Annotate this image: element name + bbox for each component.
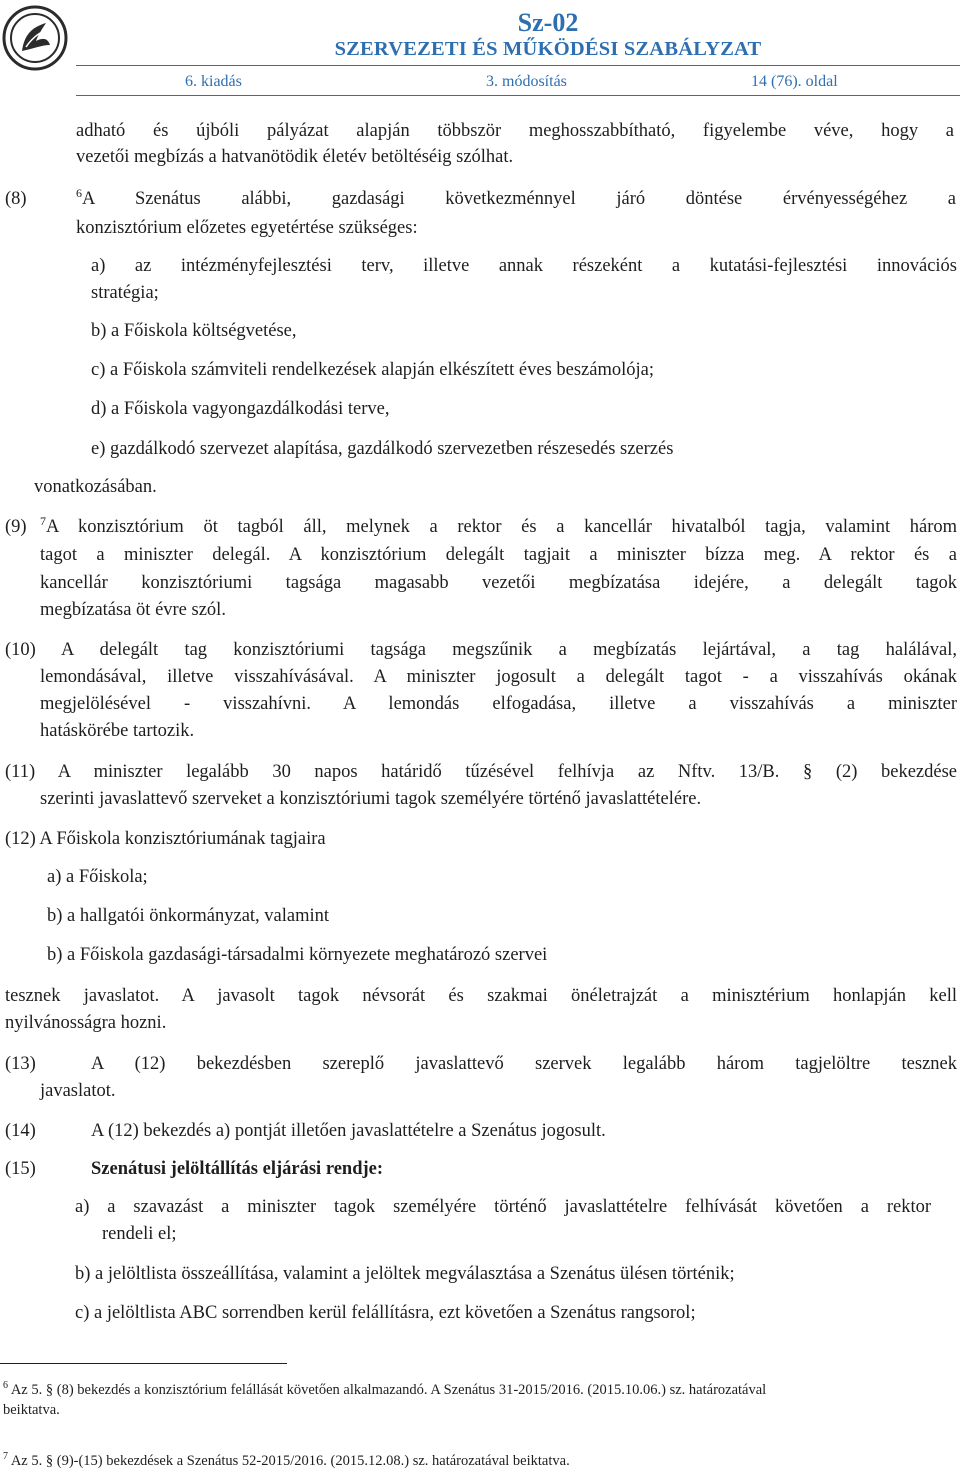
page-number: 14 (76). oldal [751,73,838,90]
list-item: b) a jelöltlista összeállítása, valamint a jelöltek megválasztása a Szenátus ülésen történik; [75,1264,735,1284]
body-line: adható és újbóli pályázat alapján többször meghosszabbítható, figyelembe véve, hogy a [76,121,954,141]
footnote: $^6$ Az 5. § (8) bekezdés a konzisztórium felállását követően alkalmazandó. A Szenátus 31-2015/2016. (2015.10.06.) sz. határozatával [3,1380,767,1398]
amendment-label: 3. módosítás [486,73,567,90]
list-item: d) a Főiskola vagyongazdálkodási terve, [91,399,390,419]
list-item: a) az intézményfejlesztési terv, illetve annak részeként a kutatási-fejlesztési innovációs [91,256,957,276]
paragraph-line: (10) A delegált tag konzisztóriumi tagsága megszűnik a megbízatás lejártával, a tag halálával, [5,640,957,660]
paragraph-number: (9) [5,517,27,537]
paragraph-line: $^7$A konzisztórium öt tagból áll, melynek a rektor és a kancellár hivatalból tagja, valamint három [40,513,957,537]
paragraph-line: (11) A miniszter legalább 30 napos határidő tűzésével felhívja az Nftv. 13/B. § (2) bekezdése [5,762,957,782]
footnote: $^7$ Az 5. § (9)-(15) bekezdések a Szenátus 52-2015/2016. (2015.12.08.) sz. határozatával beiktatva. [3,1451,570,1469]
paragraph-line: $^6$A Szenátus alábbi, gazdasági következménnyel járó döntése érvényességéhez a [76,185,956,209]
paragraph-number: (13) [5,1054,36,1074]
paragraph-number: (8) [5,189,27,209]
document-title: SZERVEZETI ÉS MŰKÖDÉSI SZABÁLYZAT [334,38,762,60]
header-divider-bottom [76,95,960,96]
list-item: a) a szavazást a miniszter tagok személyére történő javaslattételre felhívását követően a rektor [75,1197,931,1217]
list-item: rendeli el; [102,1224,177,1244]
footnote: beiktatva. [3,1402,60,1418]
list-item: a) a Főiskola; [47,867,148,887]
paragraph-line: javaslatot. [40,1081,116,1101]
list-item: c) a jelöltlista ABC sorrendben kerül felállításra, ezt követően a Szenátus rangsorol; [75,1303,696,1323]
paragraph-line: nyilvánosságra hozni. [5,1013,167,1033]
body-line: vonatkozásában. [34,477,157,497]
section-heading: Szenátusi jelöltállítás eljárási rendje: [91,1159,384,1179]
paragraph-line: A (12) bekezdésben szereplő javaslattevő szervek legalább három tagjelöltre tesznek [91,1054,957,1074]
paragraph-line: lemondásával, illetve visszahívásával. A miniszter jogosult a delegált tagot - a visszahívás okának [40,667,957,687]
footnote-divider [0,1363,287,1364]
document-code: Sz-02 [517,8,579,37]
paragraph-line: megbízatása öt évre szól. [40,600,226,620]
paragraph-line: tesznek javaslatot. A javasolt tagok névsorát és szakmai önéletrajzát a minisztérium honlapján kell [5,986,957,1006]
paragraph-line: szerinti javaslattevő szerveket a konzisztóriumi tagok személyére történő javaslattételére. [40,789,702,809]
paragraph-line: tagot a miniszter delegál. A konzisztórium delegált tagjait a miniszter bízza meg. A rektor és a [40,545,957,565]
paragraph-line: A (12) bekezdés a) pontját illetően javaslattételre a Szenátus jogosult. [91,1121,606,1141]
list-item: e) gazdálkodó szervezet alapítása, gazdálkodó szervezetben részesedés szerzés [91,439,674,459]
paragraph-line: (12) A Főiskola konzisztóriumának tagjaira [5,829,326,849]
institution-seal-icon [2,5,68,71]
list-item: b) a Főiskola gazdasági-társadalmi környezete meghatározó szervei [47,945,548,965]
paragraph-line: hatáskörébe tartozik. [40,721,195,741]
list-item: stratégia; [91,283,159,303]
list-item: b) a Főiskola költségvetése, [91,321,297,341]
header-divider [76,65,960,66]
paragraph-line: megjelölésével - visszahívni. A lemondás elfogadása, illetve a visszahívás a miniszter [40,694,957,714]
body-line: vezetői megbízás a hatvanötödik életév betöltéséig szólhat. [76,147,514,167]
paragraph-number: (14) [5,1121,36,1141]
paragraph-number: (15) [5,1159,36,1179]
edition-label: 6. kiadás [185,73,242,90]
list-item: c) a Főiskola számviteli rendelkezések alapján elkészített éves beszámolója; [91,360,654,380]
footnote-ref: 7 [40,513,46,528]
paragraph-line: kancellár konzisztóriumi tagsága magasabb vezetői megbízatása idejére, a delegált tagok [40,573,957,593]
footnote-ref: 6 [76,185,82,200]
paragraph-line: konzisztórium előzetes egyetértése szükséges: [76,218,418,238]
list-item: b) a hallgatói önkormányzat, valamint [47,906,330,926]
